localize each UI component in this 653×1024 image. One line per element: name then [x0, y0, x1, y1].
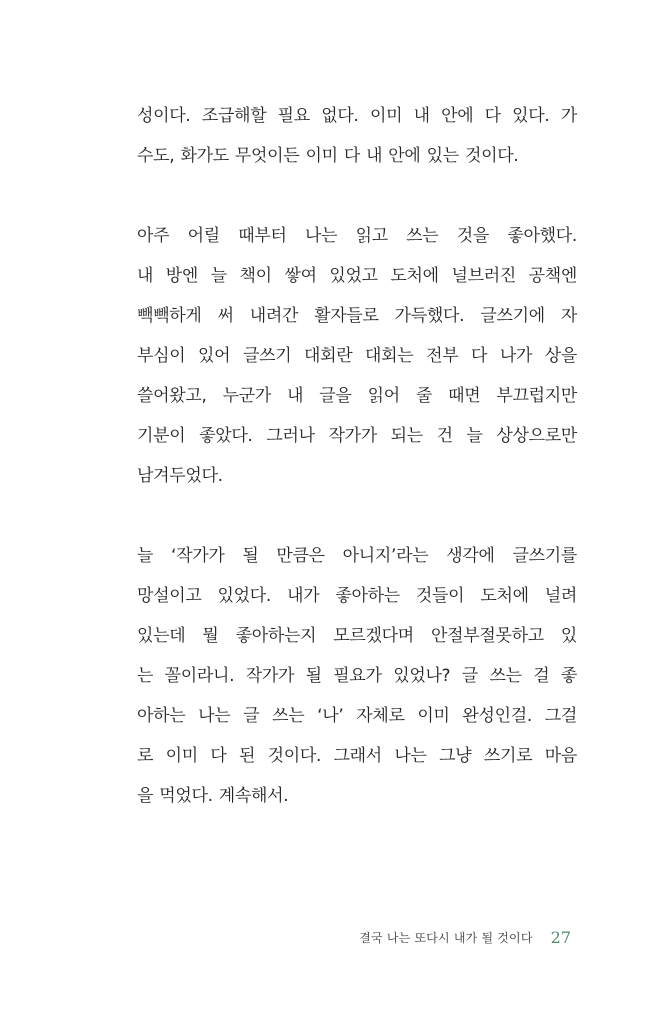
text-line: 아주 어릴 때부터 나는 읽고 쓰는 것을 좋아했다. [137, 226, 577, 246]
text-line: 성이다. 조급해할 필요 없다. 이미 내 안에 다 있다. 가 [137, 106, 577, 126]
paragraph [137, 216, 577, 496]
page-number: 27 [550, 928, 571, 947]
text-line: 기분이 좋았다. 그러나 작가가 되는 건 늘 상상으로만 [137, 426, 577, 446]
text-line: 빽빽하게 써 내려간 활자들로 가득했다. 글쓰기에 자 [137, 306, 577, 326]
text-line: 망설이고 있었다. 내가 좋아하는 것들이 도처에 널려 [137, 586, 577, 606]
page-footer [359, 926, 571, 950]
text-line: 부심이 있어 글쓰기 대회란 대회는 전부 다 나가 상을 [137, 346, 577, 366]
paragraph [137, 96, 577, 176]
text-line: 늘 ‘작가가 될 만큼은 아니지’라는 생각에 글쓰기를 [137, 546, 577, 566]
paragraph-spacer [137, 496, 577, 536]
text-line: 는 꼴이라니. 작가가 될 필요가 있었나? 글 쓰는 걸 좋 [137, 666, 577, 686]
paragraph-spacer [137, 176, 577, 216]
text-line: 아하는 나는 글 쓰는 ‘나’ 자체로 이미 완성인걸. 그걸 [137, 706, 577, 726]
text-line: 수도, 화가도 무엇이든 이미 다 내 안에 있는 것이다. [137, 146, 519, 166]
text-line: 남겨두었다. [137, 466, 223, 486]
text-line: 을 먹었다. 계속해서. [137, 786, 289, 806]
paragraph [137, 536, 577, 816]
text-line: 로 이미 다 된 것이다. 그래서 나는 그냥 쓰기로 마음 [137, 746, 577, 766]
text-line: 내 방엔 늘 책이 쌓여 있었고 도처에 널브러진 공책엔 [137, 266, 577, 286]
body-text [137, 96, 577, 816]
running-title: 결국 나는 또다시 내가 될 것이다 [359, 931, 533, 945]
text-line: 있는데 뭘 좋아하는지 모르겠다며 안절부절못하고 있 [137, 626, 577, 646]
text-line: 쓸어왔고, 누군가 내 글을 읽어 줄 때면 부끄럽지만 [137, 386, 577, 406]
